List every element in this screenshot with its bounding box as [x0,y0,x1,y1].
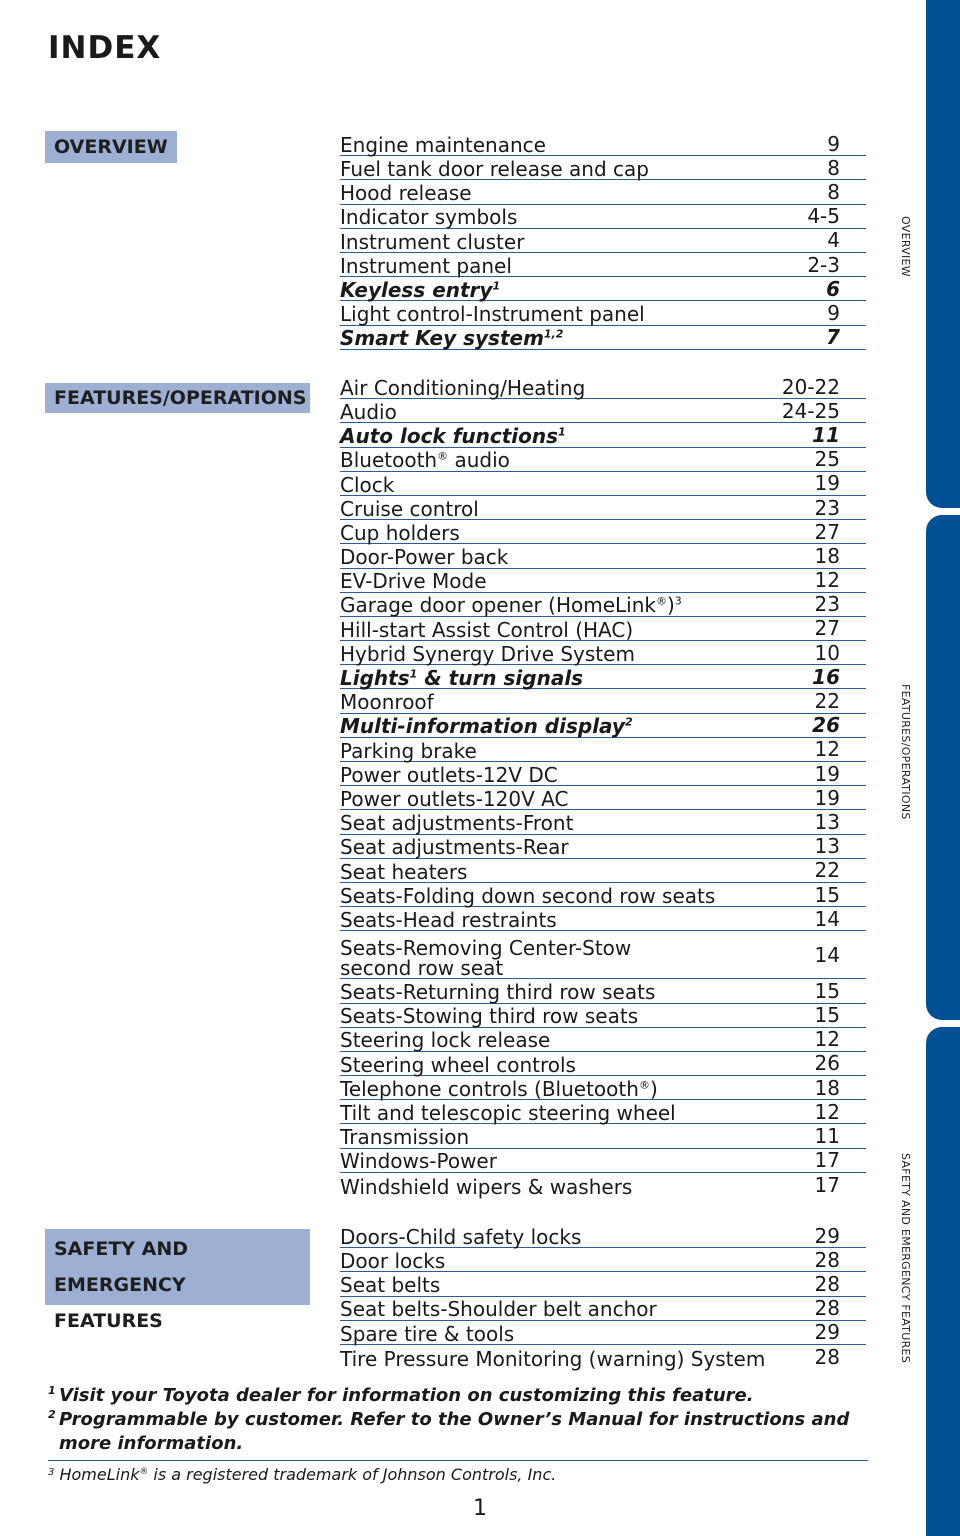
entry-text: Tilt and telescopic steering wheel [340,1101,676,1126]
entry-text: Seat belts [340,1273,441,1298]
entry-text: Door locks [340,1248,446,1273]
index-entry-label [340,980,656,1005]
index-entry-page: 19 [814,785,840,810]
entry-text-tail: ) [649,1076,658,1101]
features-index-list [340,375,866,1197]
entry-text: Instrument cluster [340,229,525,254]
side-tab-overview[interactable] [926,0,960,508]
entry-text: Fuel tank door release and cap [340,156,649,181]
index-entry-label [340,935,632,980]
footnote-marker: 2 [48,1408,56,1421]
index-row [340,931,866,979]
entry-text-tail: audio [448,448,510,473]
index-row [340,1076,866,1100]
index-entry-label [340,375,586,400]
footnote-2 [48,1408,868,1456]
index-entry-page: 25 [814,447,840,472]
index-entry-label [340,277,501,302]
index-entry-page: 17 [814,1148,840,1173]
index-entry-label [340,1149,497,1174]
index-row [340,1248,866,1272]
index-entry-label [340,181,472,206]
entry-text: Moonroof [340,690,434,715]
index-row [340,180,866,204]
entry-text-tail: ) [666,593,675,618]
index-entry-label [340,1125,470,1150]
index-entry-page: 17 [814,1172,840,1197]
entry-text: Power outlets-12V DC [340,762,558,787]
footnote-text: Visit your Toyota dealer for information on customizing this feature. [59,1385,754,1406]
index-entry-label [340,569,487,594]
index-entry-label [340,520,460,545]
index-row [340,835,866,859]
entry-text: Engine maintenance [340,132,546,157]
index-row [340,569,866,593]
index-entry-label [340,786,569,811]
index-row [340,448,866,472]
footnote-1 [48,1384,868,1408]
index-row [340,1224,866,1248]
index-entry-label [340,714,633,739]
section-label-line1: SAFETY AND [54,1238,189,1260]
index-row [340,1004,866,1028]
index-entry-page: 29 [814,1320,840,1345]
entry-text: Seat belts-Shoulder belt anchor [340,1297,657,1322]
entry-text-line2: second row seat [340,955,504,980]
section-label-overview [45,131,177,163]
index-row [340,1052,866,1076]
index-entry-label [340,1248,446,1273]
index-row [340,1028,866,1052]
index-row [340,907,866,931]
index-row [340,496,866,520]
index-entry-page: 15 [814,978,840,1003]
entry-text: Instrument panel [340,253,512,278]
index-entry-label [340,1297,657,1322]
index-entry-page: 10 [814,640,840,665]
index-entry-label [340,326,564,351]
safety-index-list [340,1224,866,1369]
index-entry-page: 4 [827,228,840,253]
index-row [340,472,866,496]
index-entry-page: 12 [814,1027,840,1052]
entry-superscript: 1,2 [543,327,564,341]
index-entry-page: 19 [814,761,840,786]
index-entry-page: 28 [814,1345,840,1370]
entry-text: Seats-Removing Center-Stow [340,935,632,960]
index-entry-page: 28 [814,1296,840,1321]
index-entry-page: 11 [814,1124,840,1149]
entry-text: Indicator symbols [340,205,518,230]
index-entry-page: 18 [814,543,840,568]
index-row [340,132,866,156]
index-row [340,423,866,447]
entry-text: Seats-Head restraints [340,907,557,932]
index-entry-label [340,205,518,230]
index-entry-page: 23 [814,495,840,520]
entry-text: Door-Power back [340,545,509,570]
index-entry-label [340,762,558,787]
index-entry-label [340,545,509,570]
index-entry-page: 18 [814,1075,840,1100]
index-row [340,617,866,641]
index-entry-label [340,1101,676,1126]
entry-text: Power outlets-120V AC [340,786,569,811]
index-entry-page: 12 [814,568,840,593]
page-title: INDEX [48,30,162,66]
section-label-line2: EMERGENCY FEATURES [54,1274,186,1332]
entry-text: EV-Drive Mode [340,569,487,594]
index-entry-label [340,835,569,860]
index-entry-label [340,1346,766,1371]
entry-text: Spare tire & tools [340,1321,515,1346]
side-label-safety: SAFETY AND EMERGENCY FEATURES [899,1153,912,1364]
entry-text: Multi-information display [340,714,625,739]
index-entry-page: 8 [827,155,840,180]
index-entry-page: 27 [814,616,840,641]
entry-text: Keyless entry [340,277,493,302]
entry-text: Cruise control [340,496,479,521]
index-entry-label [340,641,635,666]
index-row [340,301,866,325]
index-entry-page: 8 [827,179,840,204]
entry-text: Doors-Child safety locks [340,1224,582,1249]
index-entry-page: 29 [814,1223,840,1248]
index-entry-page: 28 [814,1247,840,1272]
index-entry-page: 15 [814,1003,840,1028]
index-entry-page: 23 [814,592,840,617]
index-entry-label [340,617,634,642]
index-entry-page: 20-22 [781,374,840,399]
entry-text: Light control-Instrument panel [340,302,645,327]
index-entry-label [340,1174,633,1199]
index-row [340,810,866,834]
index-entry-label [340,690,434,715]
index-entry-page: 13 [814,809,840,834]
index-entry-page: 26 [812,713,840,738]
entry-superscript: ® [638,1078,650,1092]
entry-text: Hill-start Assist Control (HAC) [340,617,634,642]
index-row [340,1124,866,1148]
index-entry-label [340,472,395,497]
index-row [340,641,866,665]
index-entry-page: 9 [827,300,840,325]
entry-superscript: 1 [409,667,418,681]
index-entry-page: 22 [814,858,840,883]
entry-text: Air Conditioning/Heating [340,375,586,400]
side-label-overview: OVERVIEW [899,216,912,277]
index-entry-page: 24-25 [781,398,840,423]
page-number: 1 [473,1496,487,1521]
entry-superscript: 1 [558,425,566,439]
entry-text: Steering lock release [340,1028,551,1053]
index-entry-page: 15 [814,882,840,907]
entry-text: Lights [340,666,410,691]
index-row [340,229,866,253]
section-label-text: OVERVIEW [54,136,168,158]
index-row [340,1345,866,1369]
entry-text: Clock [340,472,395,497]
index-entry-label [340,1028,551,1053]
footnote-marker: 3 [48,1467,55,1478]
index-row [340,205,866,229]
index-entry-page: 12 [814,737,840,762]
footnote-text: Programmable by customer. Refer to the Owner’s Manual for instructions and more information. [59,1409,850,1454]
index-entry-label [340,666,584,691]
index-entry-label [340,883,716,908]
index-entry-page: 16 [812,664,840,689]
side-label-features: FEATURES/OPERATIONS [899,684,912,820]
index-entry-label [340,496,479,521]
index-entry-page: 14 [814,906,840,931]
index-row [340,714,866,738]
index-entry-page: 12 [814,1099,840,1124]
index-row [340,1149,866,1173]
section-label-features [45,383,310,413]
entry-text: Seat adjustments-Front [340,811,574,836]
index-entry-label [340,811,574,836]
entry-text: Tire Pressure Monitoring (warning) System [340,1346,766,1371]
index-row [340,786,866,810]
entry-text: Garage door opener (HomeLink [340,593,656,618]
entry-text: Transmission [340,1125,470,1150]
section-label-text: FEATURES/OPERATIONS [54,387,307,409]
entry-text: Bluetooth [340,448,438,473]
index-entry-label [340,1004,639,1029]
entry-text: Hybrid Synergy Drive System [340,641,635,666]
entry-text-tail: & turn signals [417,666,584,691]
index-entry-page: 13 [814,834,840,859]
entry-superscript: ® [655,594,667,608]
index-row [340,520,866,544]
entry-text: Seat heaters [340,859,468,884]
footnote-marker: 1 [48,1384,56,1397]
entry-text: Auto lock functions [340,424,559,449]
entry-text: Seats-Stowing third row seats [340,1004,639,1029]
index-entry-label [340,424,566,449]
footnote-text-b: is a registered trademark of Johnson Controls, Inc. [148,1465,557,1484]
index-entry-page: 2-3 [807,252,840,277]
entry-text: Cup holders [340,520,460,545]
index-entry-page: 4-5 [807,204,840,229]
index-row [340,1173,866,1197]
index-entry-page: 27 [814,519,840,544]
index-entry-page: 14 [814,942,840,967]
index-entry-label [340,1321,515,1346]
entry-superscript: 2 [624,715,633,729]
index-row [340,689,866,713]
index-entry-page: 11 [812,422,840,447]
index-entry-label [340,593,682,618]
index-row [340,883,866,907]
index-entry-label [340,229,525,254]
index-entry-page: 22 [814,689,840,714]
entry-text: Windshield wipers & washers [340,1174,633,1199]
index-row [340,738,866,762]
index-row [340,593,866,617]
index-row [340,544,866,568]
entry-text: Parking brake [340,738,477,763]
index-entry-label [340,253,512,278]
index-row [340,253,866,277]
index-row [340,399,866,423]
index-row [340,277,866,301]
footnote-text-a: HomeLink [59,1465,140,1484]
index-row [340,1321,866,1345]
index-entry-label [340,448,510,473]
index-row [340,1100,866,1124]
index-row [340,1297,866,1321]
overview-index-list [340,132,866,350]
index-entry-label [340,132,546,157]
entry-text: Seats-Folding down second row seats [340,883,716,908]
entry-text: Seat adjustments-Rear [340,835,569,860]
index-entry-label [340,399,397,424]
index-row [340,1272,866,1296]
entry-text: Windows-Power [340,1149,497,1174]
index-row [340,665,866,689]
index-entry-label [340,1224,582,1249]
side-tab-features[interactable] [926,515,960,1020]
index-entry-label [340,738,477,763]
entry-superscript: ® [437,449,449,463]
index-row [340,326,866,350]
section-label-safety [45,1229,310,1332]
side-tab-safety[interactable] [926,1027,960,1536]
index-entry-label [340,1052,576,1077]
index-entry-label [340,302,645,327]
index-entry-label [340,1076,658,1101]
index-entry-page: 6 [826,276,840,301]
index-row [340,156,866,180]
index-entry-page: 7 [826,325,840,350]
footnote-3 [48,1460,868,1484]
entry-text: Steering wheel controls [340,1052,576,1077]
index-entry-label [340,1273,441,1298]
index-row [340,375,866,399]
index-row [340,859,866,883]
entry-superscript-2: 3 [674,594,682,608]
index-row [340,979,866,1003]
entry-text: Hood release [340,181,472,206]
entry-text: Seats-Returning third row seats [340,980,656,1005]
index-entry-page: 26 [814,1051,840,1076]
entry-superscript: 1 [492,279,501,293]
index-entry-label [340,859,468,884]
footnotes [48,1384,868,1456]
index-row [340,762,866,786]
registered-mark: ® [139,1466,149,1477]
index-entry-label [340,907,557,932]
index-entry-label [340,156,649,181]
index-entry-page: 28 [814,1271,840,1296]
entry-text: Smart Key system [340,326,544,351]
index-entry-page: 9 [827,131,840,156]
entry-text: Audio [340,399,397,424]
entry-text: Telephone controls (Bluetooth [340,1076,639,1101]
index-entry-page: 19 [814,471,840,496]
